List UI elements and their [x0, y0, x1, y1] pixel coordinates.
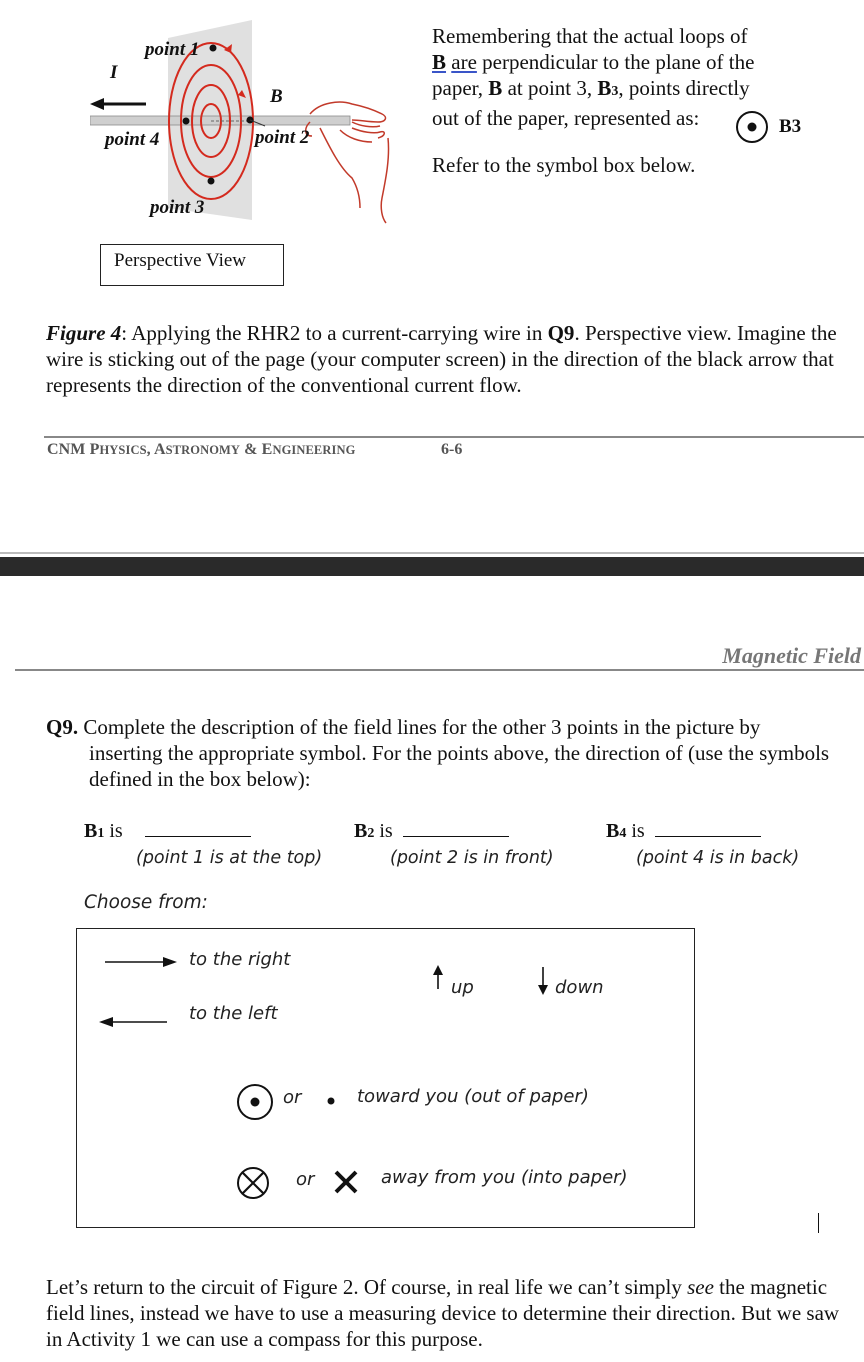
up-label: up: [451, 977, 474, 998]
b4-blank[interactable]: B4 is: [606, 820, 761, 843]
circled-dot-icon: [235, 1082, 275, 1122]
choose-from-label: Choose from:: [84, 892, 208, 913]
toward-you-label: toward you (out of paper): [357, 1086, 589, 1107]
left-arrow-icon: [99, 1015, 167, 1029]
point3-dot: [208, 178, 215, 185]
footer-page-number: 6-6: [441, 441, 463, 458]
b2-answer-line[interactable]: [403, 836, 509, 837]
circled-x-icon: [235, 1165, 271, 1201]
out-of-page-symbol-icon: [734, 110, 770, 149]
rhr2-figure: [90, 18, 410, 228]
or-label-2: or: [296, 1169, 315, 1190]
point4-dot: [183, 118, 190, 125]
b3-symbol-label: B3: [779, 116, 802, 137]
remember-line-2: B are perpendicular to the plane of the: [432, 50, 755, 74]
page-break-bar: [0, 557, 864, 576]
down-label: down: [555, 977, 604, 998]
point3-label: point 3: [150, 197, 205, 218]
to-the-left-label: to the left: [189, 1003, 278, 1024]
point1-dot: [210, 45, 217, 52]
b2-hint: (point 2 is in front): [390, 848, 554, 868]
field-label: B: [270, 86, 283, 107]
point2-label: point 2: [255, 127, 310, 148]
dot-icon: [325, 1095, 337, 1107]
symbol-box: [76, 928, 695, 1228]
b1-blank[interactable]: B1 is: [84, 820, 251, 843]
b1-hint: (point 1 is at the top): [136, 848, 323, 868]
right-arrow-icon: [105, 955, 177, 969]
down-arrow-icon: [536, 967, 550, 995]
header-rule: [15, 669, 864, 671]
closing-paragraph: Let’s return to the circuit of Figure 2. Of course, in real life we can’t simply see the magnetic field lines, instead we have to use a measuring device to determine their direction. But we saw in Activity 1 we can use a compass for this purpose.: [46, 1275, 840, 1351]
remember-line-1: Remembering that the actual loops of: [432, 24, 748, 48]
to-the-right-label: to the right: [189, 949, 291, 970]
b4-answer-line[interactable]: [655, 836, 761, 837]
footer-rule: [44, 436, 864, 438]
x-icon: [333, 1169, 359, 1195]
rhr2-diagram: [90, 18, 410, 228]
b2-blank[interactable]: B2 is: [354, 820, 509, 843]
away-from-you-label: away from you (into paper): [381, 1167, 628, 1188]
current-arrowhead: [90, 98, 104, 110]
current-label: I: [110, 62, 118, 83]
up-arrow-icon: [431, 965, 445, 989]
b-link[interactable]: B: [432, 50, 447, 74]
are-link[interactable]: are: [451, 50, 477, 74]
figure-caption: Figure 4: Applying the RHR2 to a current-carrying wire in Q9. Perspective view. Imagine the wire is sticking out of the page (your computer screen) in the direction of the black arrow that represents the direction of the conventional current flow.: [46, 321, 837, 397]
perspective-view-label: Perspective View: [100, 244, 284, 286]
remember-line-4: out of the paper, represented as:: [432, 106, 700, 130]
refer-text: Refer to the symbol box below.: [432, 153, 696, 177]
or-label-1: or: [283, 1087, 302, 1108]
remember-line-3: paper, B at point 3, B3, points directly: [432, 76, 750, 100]
point1-label: point 1: [145, 39, 200, 60]
q9-prompt: Q9. Complete the description of the field lines for the other 3 points in the picture by inserting the appropriate symbol. For the points above, the direction of (use the symbols defined in the box below):: [46, 715, 830, 791]
b1-answer-line[interactable]: [145, 836, 251, 837]
running-header-title: Magnetic Field: [722, 643, 861, 668]
text-cursor: [818, 1213, 819, 1233]
footer-text: CNM PHYSICS, ASTRONOMY & ENGINEERING: [47, 441, 356, 458]
page-break-line: [0, 552, 864, 554]
b4-hint: (point 4 is in back): [636, 848, 800, 868]
point4-label: point 4: [105, 129, 160, 150]
